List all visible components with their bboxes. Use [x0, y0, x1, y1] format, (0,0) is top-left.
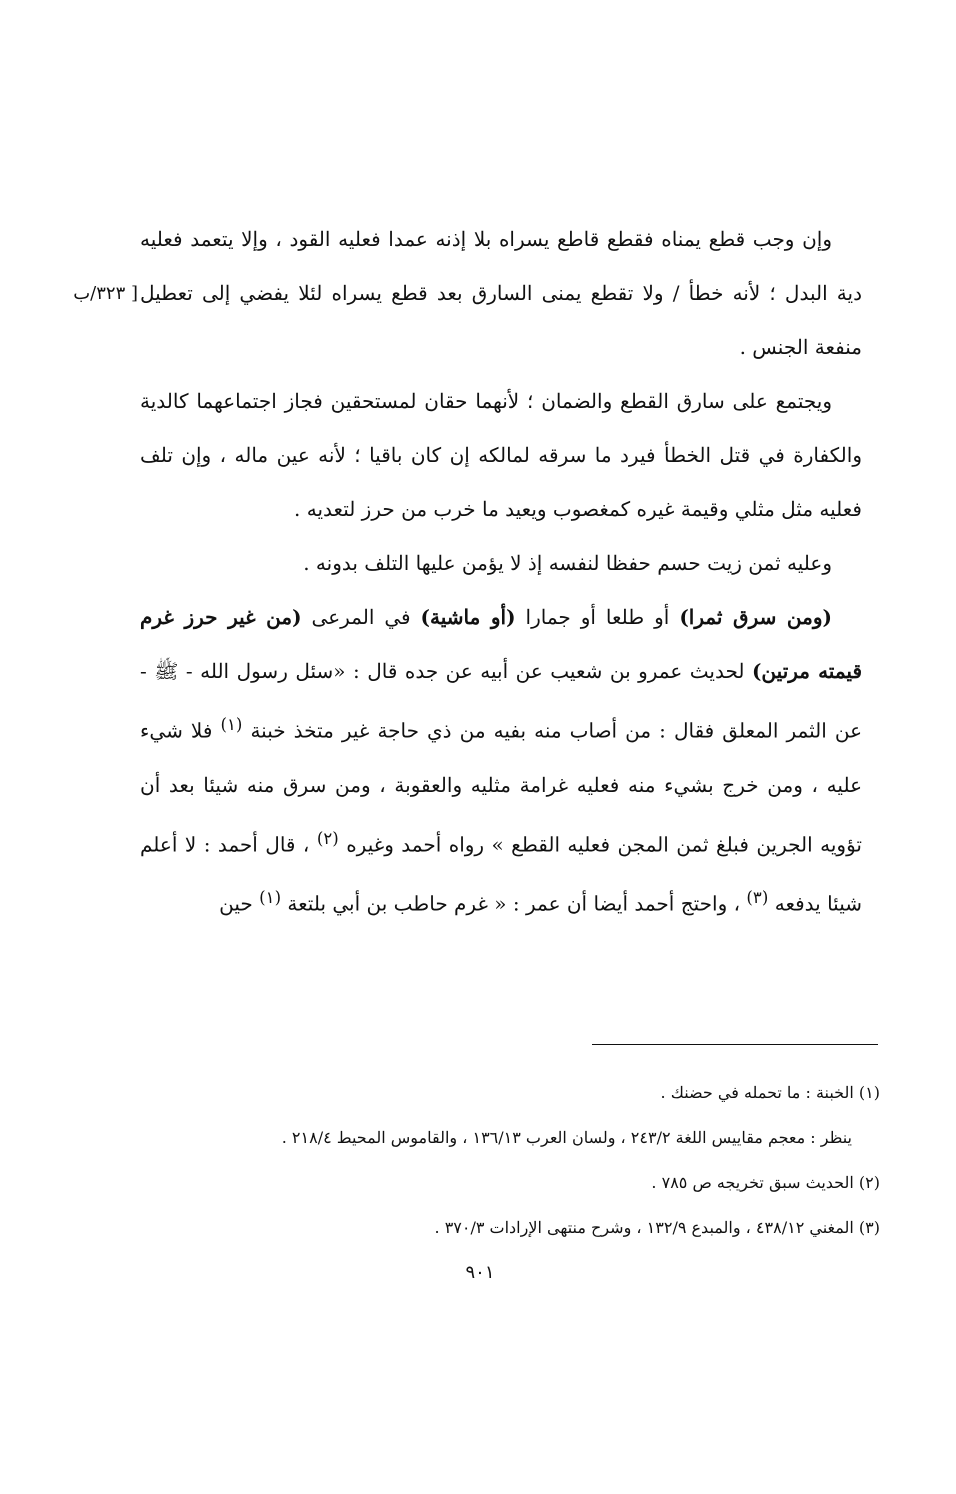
footnote-2: (٢) الحديث سبق تخريجه ص ٧٨٥ . — [651, 1173, 880, 1192]
paragraph-1: وإن وجب قطع يمناه فقطع قاطع يسراه بلا إذنه عمدا فعليه القود ، وإلا يتعمد فعليه دية البدل ؛ لأنه خطأ / ولا تقطع يمنى السارق بعد قطع يسراه لئلا يفضي إلى تعطيل منفعة الجنس . — [140, 227, 862, 359]
footnote-ref: (٣) — [746, 888, 769, 908]
sharh-text: ، واحتج أحمد أيضا أن عمر : « غرم حاطب بن أبي بلتعة — [281, 891, 747, 916]
sharh-text: فلا شيء عليه ، ومن خرج بشيء منه فعليه غرامة مثليه والعقوبة ، ومن سرق منه شيئا بعد أن تؤويه الجرين فبلغ ثمن المجن فعليه القطع » رواه أحمد وغيره — [140, 718, 862, 857]
manuscript-folio-note: [ ٣٢٣/ب — [73, 283, 138, 304]
paragraph-4 — [140, 590, 862, 931]
sharh-text: لحديث عمرو بن شعيب عن أبيه عن جده قال : «سئل رسول الله - ﷺ - عن الثمر المعلق فقال : من أصاب منه بفيه من ذي حاجة غير متخذ خبنة — [140, 659, 862, 743]
footnote-divider — [592, 1044, 878, 1045]
footnote-1: (١) الخبنة : ما تحمله في حضنك . — [660, 1083, 880, 1102]
sharh-text: أو طلعا أو جمارا — [515, 605, 680, 629]
footnote-1-continuation: ينظر : معجم مقاييس اللغة ٢٤٣/٢ ، ولسان العرب ١٣٦/١٣ ، والقاموس المحيط ٢١٨/٤ . — [281, 1128, 852, 1147]
footnote-ref: (١) — [220, 715, 243, 734]
matn-text: (ومن سرق ثمرا) — [679, 605, 832, 629]
footnote-ref: (٢) — [316, 828, 339, 848]
sharh-text: حين — [219, 891, 260, 916]
footnote-ref: (١) — [259, 888, 282, 908]
footnotes — [140, 1070, 880, 1250]
footnote-3: (٣) المغني ٤٣٨/١٢ ، والمبدع ١٣٢/٩ ، وشرح منتهى الإرادات ٣٧٠/٣ . — [434, 1218, 880, 1237]
paragraph-3: وعليه ثمن زيت حسم حفظا لنفسه إذ لا يؤمن عليها التلف بدونه . — [303, 551, 832, 575]
page-number: ٩٠١ — [465, 1262, 495, 1283]
paragraph-2: ويجتمع على سارق القطع والضمان ؛ لأنهما حقان لمستحقين فجاز اجتماعهما كالدية والكفارة في قتل الخطأ فيرد ما سرقه لمالكه إن كان باقيا ؛ لأنه عين ماله ، وإن تلف فعليه مثل مثلي وقيمة غيره كمغصوب ويعيد ما خرب من حرز لتعديه . — [140, 389, 862, 521]
main-text — [140, 212, 862, 931]
sharh-text: ، قال أحمد : لا أعلم شيئا يدفعه — [140, 832, 862, 916]
matn-text: (من غير حرز غرم قيمته مرتين) — [140, 605, 863, 683]
sharh-text: في المرعى — [301, 605, 421, 629]
matn-text: (أو ماشية) — [420, 605, 516, 629]
